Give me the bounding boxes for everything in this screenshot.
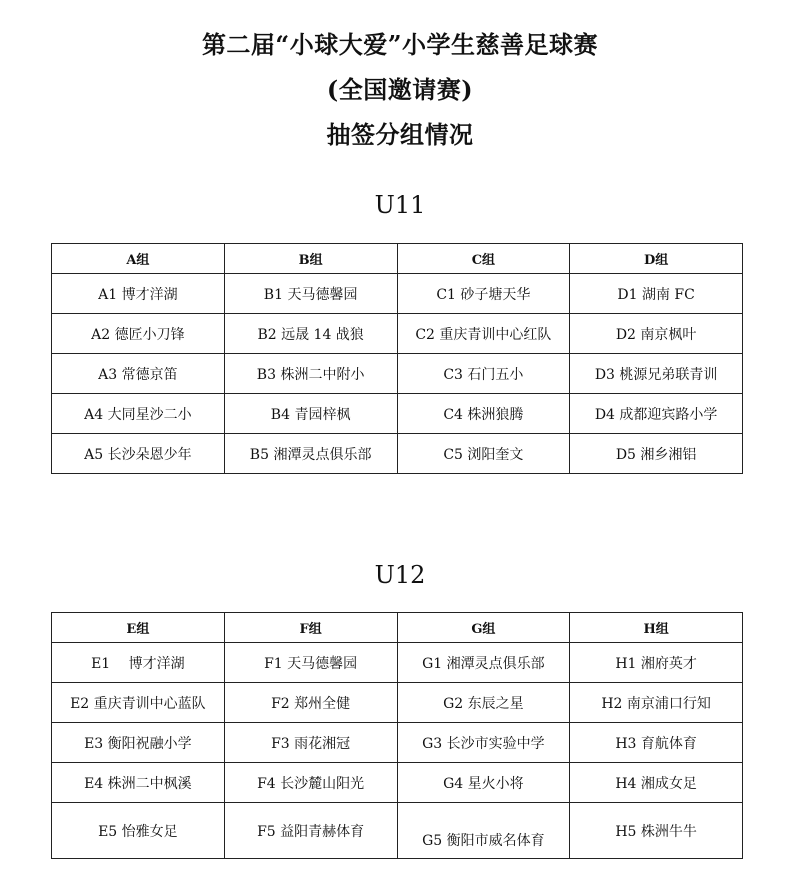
team-cell: E5 怡雅女足 [52, 803, 225, 859]
team-cell: A5 长沙朵恩少年 [52, 434, 225, 474]
table-row [52, 394, 743, 434]
team-cell: F5 益阳青赫体育 [224, 803, 397, 859]
team-cell: F1 天马德馨园 [224, 643, 397, 683]
team-cell: G4 星火小将 [397, 763, 570, 803]
team-cell: G3 长沙市实验中学 [397, 723, 570, 763]
team-cell: E4 株洲二中枫溪 [52, 763, 225, 803]
team-cell: D5 湘乡湘铝 [570, 434, 743, 474]
team-cell: H3 育航体育 [570, 723, 743, 763]
table-header-row [52, 613, 743, 643]
team-cell: B4 青园梓枫 [224, 394, 397, 434]
team-cell: C5 浏阳奎文 [397, 434, 570, 474]
team-cell: C3 石门五小 [397, 354, 570, 394]
u11-group-table [51, 243, 743, 474]
table-row [52, 643, 743, 683]
team-cell: G1 湘潭灵点俱乐部 [397, 643, 570, 683]
group-header-c: C组 [397, 244, 570, 274]
team-cell: H4 湘成女足 [570, 763, 743, 803]
table-row [52, 314, 743, 354]
group-header-b: B组 [224, 244, 397, 274]
team-cell: H1 湘府英才 [570, 643, 743, 683]
group-header-g: G组 [397, 613, 570, 643]
team-cell: A3 常德京笛 [52, 354, 225, 394]
team-cell: H5 株洲牛牛 [570, 803, 743, 859]
table-row [52, 274, 743, 314]
u12-group-table [51, 612, 743, 859]
team-cell: G5 衡阳市威名体育 [397, 803, 570, 859]
team-cell: F3 雨花湘冠 [224, 723, 397, 763]
team-cell: E3 衡阳祝融小学 [52, 723, 225, 763]
u11-label: U11 [374, 191, 426, 219]
team-cell: C1 砂子塘天华 [397, 274, 570, 314]
u12-label: U12 [374, 561, 426, 589]
team-cell: F2 郑州全健 [224, 683, 397, 723]
team-cell: B5 湘潭灵点俱乐部 [224, 434, 397, 474]
team-cell: F4 长沙麓山阳光 [224, 763, 397, 803]
team-cell: E1 博才洋湖 [52, 643, 225, 683]
group-header-d: D组 [570, 244, 743, 274]
table-row [52, 683, 743, 723]
team-cell: A1 博才洋湖 [52, 274, 225, 314]
group-header-f: F组 [224, 613, 397, 643]
table-header-row [52, 244, 743, 274]
team-cell: D2 南京枫叶 [570, 314, 743, 354]
group-header-h: H组 [570, 613, 743, 643]
table-row [52, 723, 743, 763]
team-cell: B1 天马德馨园 [224, 274, 397, 314]
team-cell: A2 德匠小刀锋 [52, 314, 225, 354]
team-cell: D3 桃源兄弟联青训 [570, 354, 743, 394]
team-cell: C4 株洲狼腾 [397, 394, 570, 434]
table-row [52, 803, 743, 859]
team-cell: G2 东辰之星 [397, 683, 570, 723]
team-cell: B2 远晟 14 战狼 [224, 314, 397, 354]
team-cell: A4 大同星沙二小 [52, 394, 225, 434]
table-row [52, 434, 743, 474]
team-cell: H2 南京浦口行知 [570, 683, 743, 723]
team-cell: D4 成都迎宾路小学 [570, 394, 743, 434]
page-title: 第二届“小球大爱”小学生慈善足球赛 [201, 30, 599, 59]
team-cell: E2 重庆青训中心蓝队 [52, 683, 225, 723]
table-row [52, 763, 743, 803]
page-subtitle: (全国邀请赛) [326, 75, 474, 104]
team-cell: B3 株洲二中附小 [224, 354, 397, 394]
team-cell: D1 湖南 FC [570, 274, 743, 314]
table-row [52, 354, 743, 394]
group-header-e: E组 [52, 613, 225, 643]
group-header-a: A组 [52, 244, 225, 274]
team-cell: C2 重庆青训中心红队 [397, 314, 570, 354]
section-heading: 抽签分组情况 [326, 120, 474, 149]
